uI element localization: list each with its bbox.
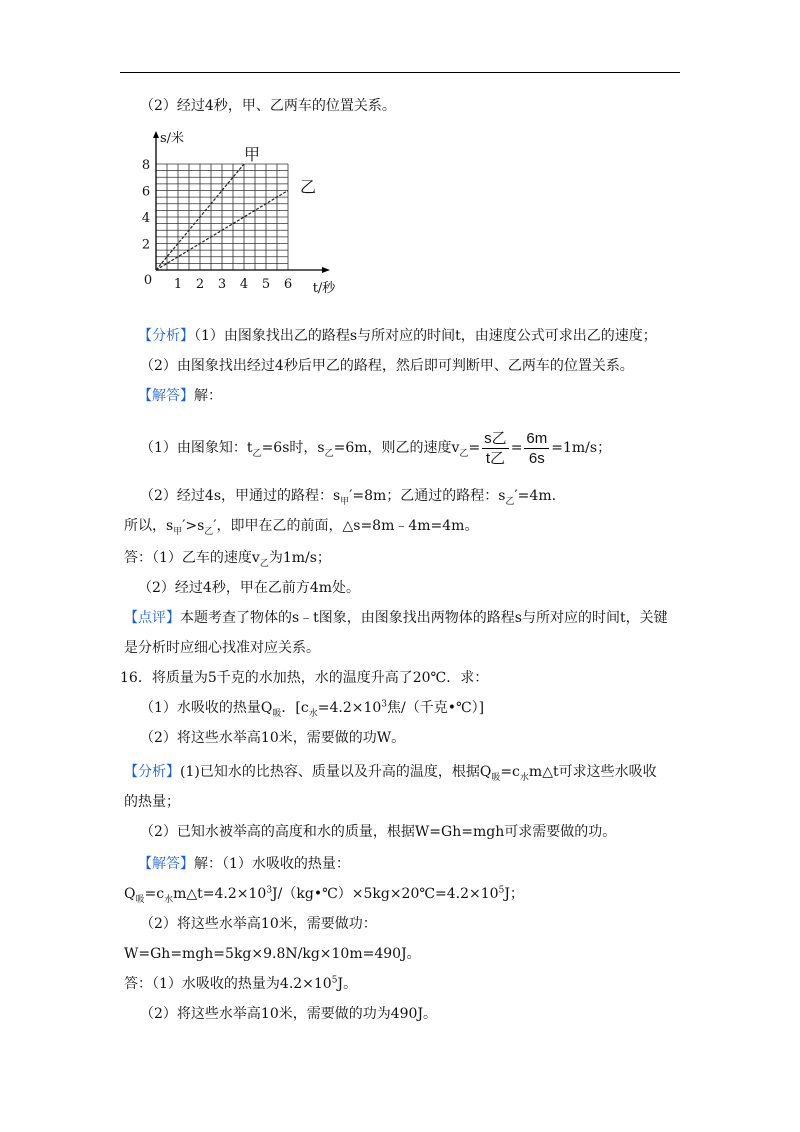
y-axis-arrow <box>153 131 159 138</box>
eq-text: （1）由图象知：t <box>140 440 253 456</box>
solution-tag: 【解答】 <box>138 388 194 404</box>
chart-axes <box>153 131 330 273</box>
eq-sub: 乙 <box>252 448 262 459</box>
analysis-2-line-1 <box>124 762 657 782</box>
eq-sup: 3 <box>381 699 388 710</box>
x-tick-label: 5 <box>261 277 271 292</box>
fraction-denominator: t乙 <box>485 449 506 467</box>
eq-text: J； <box>504 886 524 902</box>
solution-text: 解： <box>194 388 222 404</box>
solution-text: 解：（1）水吸收的热量： <box>194 856 350 872</box>
eq-text: ′>s <box>182 518 205 534</box>
eq-sub: 乙 <box>505 496 515 507</box>
answer-1-line-2: （2）经过4秒，甲在乙前方4m处。 <box>138 580 360 596</box>
x-tick-label: 6 <box>283 277 293 292</box>
answer-2-line-2: （2）将这些水举高10米，需要做的功为490J。 <box>140 1006 438 1022</box>
s-t-chart <box>140 128 350 300</box>
x-axis-arrow <box>322 267 330 273</box>
eq-sub: 甲 <box>340 496 350 507</box>
analysis-1-line-1 <box>138 326 657 346</box>
analysis-1-line-2: （2）由图象找出经过4秒后甲乙的路程，然后即可判断甲、乙两车的位置关系。 <box>140 358 634 374</box>
eq-text: J/（kg•℃）×5kg×20℃=4.2×10 <box>272 886 499 902</box>
series-label-jia: 甲 <box>244 145 261 164</box>
calc-heat <box>124 884 524 904</box>
eq-sub: 乙 <box>204 526 214 537</box>
equation-conclusion <box>124 516 478 536</box>
y-tick-label: 8 <box>141 158 151 173</box>
eq-text: m△t可求这些水吸收 <box>528 764 657 780</box>
answer-1-line-1 <box>124 548 331 568</box>
x-tick-label: 1 <box>173 277 183 292</box>
eq-text: Q <box>124 886 136 902</box>
eq-text: ′=8m；乙通过的路程：s <box>349 488 506 504</box>
eq-text: =6m，则乙的速度v <box>333 440 460 456</box>
comment-text: 本题考查了物体的s﹣t图象，由图象找出两物体的路程s与所对应的时间t，关键 <box>180 610 668 626</box>
eq-sub: 乙 <box>259 558 269 569</box>
fraction-numerator: 6m <box>526 429 548 447</box>
solution-2-heading <box>138 854 350 874</box>
question-16-part-2: （2）将这些水举高10米，需要做的功W。 <box>140 730 406 746</box>
fraction-denominator: 6s <box>528 449 545 467</box>
analysis-2-line-3: （2）已知水被举高的高度和水的质量，根据W=Gh=mgh可求需要做的功。 <box>140 824 617 840</box>
eq-sup: 3 <box>266 885 273 896</box>
x-tick-label: 3 <box>217 277 227 292</box>
question-16-part-1 <box>140 698 484 718</box>
eq-text: ′，即甲在乙的前面，△s=8m﹣4m=4m。 <box>213 518 479 534</box>
analysis-text: （1）由图象找出乙的路程s与所对应的时间t，由速度公式可求出乙的速度； <box>194 328 657 344</box>
eq-sub: 水 <box>164 894 174 905</box>
y-tick-label: 2 <box>141 237 151 253</box>
calc-work: W=Gh=mgh=5kg×9.8N/kg×10m=490J。 <box>124 946 421 962</box>
header-rule <box>120 72 680 73</box>
eq-text: (1)已知水的比热容、质量以及升高的温度，根据Q <box>180 764 492 780</box>
equation-distance <box>140 486 556 506</box>
eq-text: （1）水吸收的热量Q <box>140 700 273 716</box>
y-tick-label: 6 <box>141 184 151 200</box>
eq-text: 焦/（千克•℃）] <box>387 700 485 716</box>
eq-sub: 水 <box>308 708 318 719</box>
analysis-2-line-2: 的热量； <box>124 794 180 810</box>
eq-text: = <box>510 440 523 456</box>
eq-sub: 吸 <box>491 772 501 783</box>
eq-text: =1m/s； <box>551 440 612 456</box>
chart-grid <box>156 164 288 270</box>
analysis-tag: 【分析】 <box>138 328 194 344</box>
answer-2-line-1 <box>124 974 357 994</box>
eq-sub: 乙 <box>459 448 469 459</box>
eq-sub: 吸 <box>272 708 282 719</box>
eq-text: m△t=4.2×10 <box>173 886 267 902</box>
series-label-yi: 乙 <box>300 177 317 197</box>
eq-sub: 吸 <box>135 894 145 905</box>
eq-text: ．[c <box>281 700 309 716</box>
eq-text: =c <box>144 886 165 902</box>
chart-labels <box>142 130 336 296</box>
comment-line-1 <box>124 608 668 628</box>
eq-sup: 5 <box>331 975 338 986</box>
eq-text: 答：（1）乙车的速度v <box>124 550 260 566</box>
eq-text: （2）经过4s，甲通过的路程：s <box>140 488 341 504</box>
eq-text: 答：（1）水吸收的热量为4.2×10 <box>124 976 332 992</box>
eq-text: 为1m/s； <box>268 550 331 566</box>
eq-sub: 水 <box>519 772 529 783</box>
origin-label: 0 <box>143 273 153 288</box>
eq-text: ′=4m. <box>514 488 557 504</box>
y-axis-label: s/米 <box>160 131 185 146</box>
x-axis-label: t/秒 <box>312 281 336 296</box>
fraction-numerator: s乙 <box>484 429 507 447</box>
x-tick-label: 4 <box>239 277 249 292</box>
solution-1-heading <box>138 386 222 406</box>
eq-sub: 甲 <box>173 526 183 537</box>
solution-tag: 【解答】 <box>138 856 194 872</box>
eq-sup: 5 <box>498 885 505 896</box>
analysis-tag: 【分析】 <box>124 764 180 780</box>
eq-text: = <box>468 440 481 456</box>
comment-line-2: 是分析时应细心找准对应关系。 <box>124 640 320 656</box>
fraction-6m-over-6s <box>524 430 549 467</box>
eq-text: =6s时，s <box>261 440 325 456</box>
eq-text: =c <box>500 764 520 780</box>
eq-text: J。 <box>337 976 358 992</box>
question-2-heading: （2）经过4秒，甲、乙两车的位置关系。 <box>140 98 396 114</box>
x-tick-label: 2 <box>195 277 205 292</box>
fraction-s-over-t <box>482 430 509 467</box>
comment-tag: 【点评】 <box>124 610 180 626</box>
equation-speed <box>140 428 611 468</box>
question-16-title: 16．将质量为5千克的水加热，水的温度升高了20℃．求： <box>120 670 489 686</box>
y-tick-label: 4 <box>141 211 151 226</box>
calc-work-heading: （2）将这些水举高10米，需要做功： <box>140 916 377 932</box>
eq-sub: 乙 <box>324 448 334 459</box>
eq-text: 所以，s <box>124 518 174 534</box>
eq-text: =4.2×10 <box>317 700 382 716</box>
